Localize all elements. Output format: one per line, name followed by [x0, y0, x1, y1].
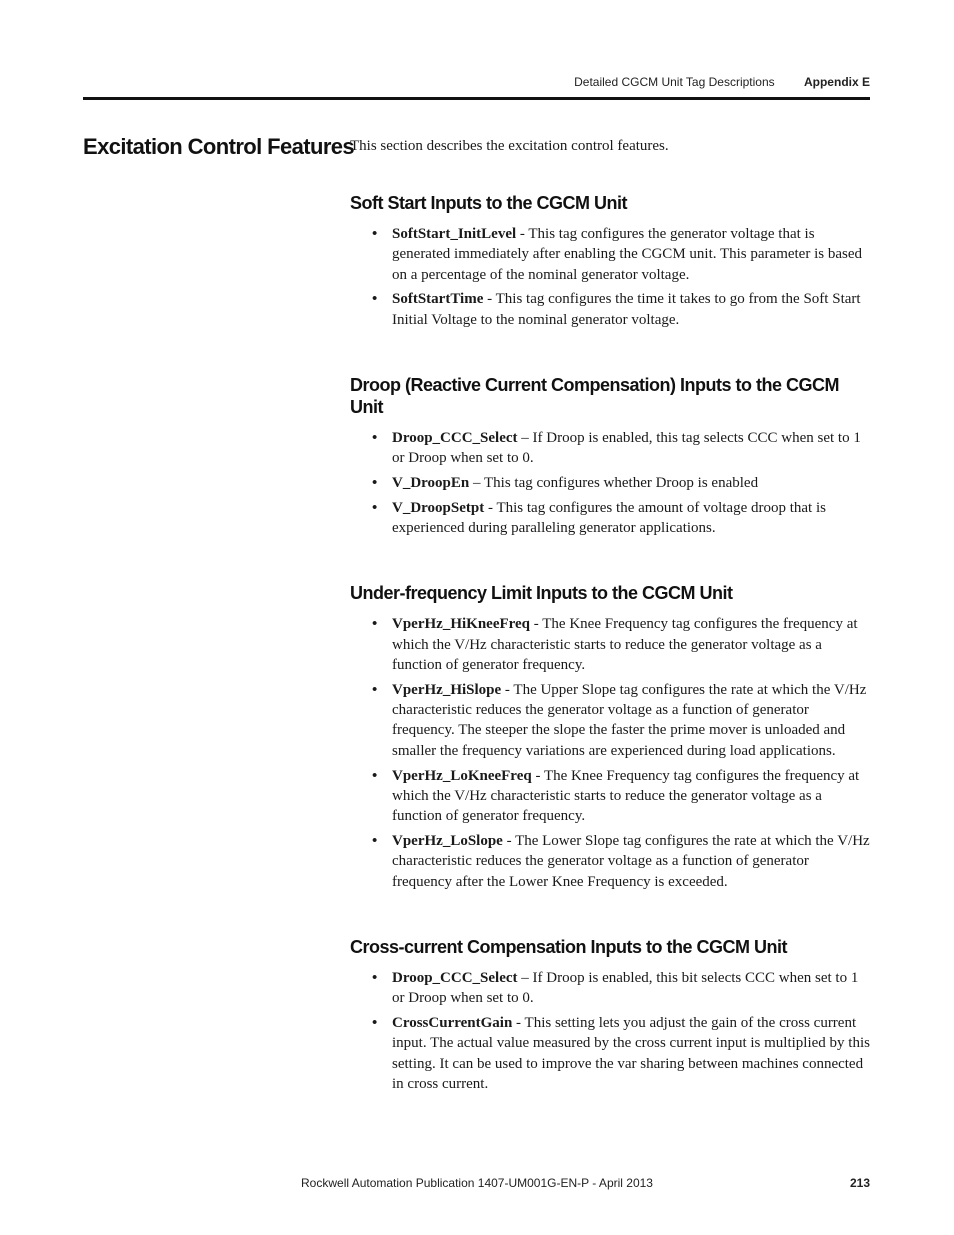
subsection-heading: Droop (Reactive Current Compensation) Inputs to the CGCM Unit: [350, 374, 840, 417]
appendix-label: Appendix E: [803, 75, 870, 89]
bullet-icon: •: [372, 499, 378, 516]
tag-description: The Knee Frequency tag configures the frequency at which the V/Hz characteristic starts to reduce the generator voltage as a function of generator frequency.: [392, 616, 858, 674]
tag-description: This tag configures the generator voltage that is generated immediately after enabling the CGCM unit. This parameter is based on a percentage of the nominal generator voltage.: [392, 226, 862, 283]
main-content: [350, 136, 870, 1138]
separator: -: [502, 832, 516, 849]
bullet-icon: •: [372, 832, 378, 849]
separator: –: [469, 475, 484, 492]
tag-name: SoftStart_InitLevel: [392, 226, 517, 242]
separator: -: [531, 767, 544, 784]
tag-list: [350, 428, 870, 538]
subsection-under-frequency: [350, 582, 870, 891]
list-item: [350, 224, 870, 285]
tag-description: If Droop is enabled, this bit selects CCC when set to 1 or Droop when set to 0.: [392, 969, 859, 1007]
bullet-icon: •: [372, 429, 378, 446]
chapter-title: Detailed CGCM Unit Tag Descriptions: [574, 75, 775, 89]
list-item: [350, 968, 870, 1009]
list-item: [350, 289, 870, 330]
subsection-heading: Under-frequency Limit Inputs to the CGCM Unit: [350, 583, 733, 604]
tag-list: [350, 614, 870, 891]
subsection-heading: Soft Start Inputs to the CGCM Unit: [350, 193, 627, 213]
tag-name: VperHz_HiSlope: [392, 681, 502, 698]
list-item: [350, 1013, 870, 1094]
separator: –: [517, 969, 533, 986]
tag-description: If Droop is enabled, this tag selects CCC when set to 1 or Droop when set to 0.: [392, 429, 861, 467]
tag-name: SoftStartTime: [392, 291, 484, 308]
bullet-icon: •: [372, 291, 378, 308]
list-item: [350, 831, 870, 892]
publication-footer: Rockwell Automation Publication 1407-UM001G-EN-P - April 2013: [301, 1176, 653, 1190]
section-title: Excitation Control Features: [83, 134, 355, 159]
header-rule: [83, 97, 870, 100]
list-item: [350, 498, 870, 539]
page-number: 213: [849, 1176, 870, 1190]
subsection-heading: Cross-current Compensation Inputs to the CGCM Unit: [350, 936, 788, 957]
list-item: [350, 428, 870, 469]
bullet-icon: •: [372, 1014, 378, 1031]
list-item: [350, 766, 870, 827]
tag-name: VperHz_HiKneeFreq: [392, 616, 531, 633]
tag-name: CrossCurrentGain: [392, 1014, 513, 1031]
separator: -: [501, 681, 514, 698]
tag-description: The Lower Slope tag configures the rate at which the V/Hz characteristic reduces the generator voltage as a function of generator frequency after the Lower Knee Frequency is exceeded.: [392, 832, 870, 890]
bullet-icon: •: [372, 226, 378, 242]
bullet-icon: •: [372, 681, 378, 698]
separator: -: [530, 616, 543, 633]
separator: -: [512, 1014, 525, 1031]
separator: -: [483, 291, 496, 308]
separator: –: [517, 429, 533, 446]
bullet-icon: •: [372, 475, 378, 492]
tag-list: [350, 224, 870, 330]
subsection-soft-start: [350, 192, 870, 330]
subsection-droop: [350, 374, 870, 538]
bullet-icon: •: [372, 767, 378, 784]
tag-name: VperHz_LoKneeFreq: [392, 767, 532, 784]
bullet-icon: •: [372, 969, 378, 986]
tag-description: This tag configures whether Droop is enabled: [483, 475, 759, 492]
tag-name: Droop_CCC_Select: [392, 429, 518, 446]
tag-description: The Upper Slope tag configures the rate at which the V/Hz characteristic reduces the generator voltage as a function of generator frequency. The steeper the slope the faster the prime mover is unloaded and smaller the frequency variations are experienced during load applications.: [392, 681, 867, 759]
tag-description: The Knee Frequency tag configures the frequency at which the V/Hz characteristic starts to reduce the generator voltage as a function of generator frequency.: [392, 767, 860, 825]
running-header: [574, 75, 870, 89]
subsection-cross-current: [350, 936, 870, 1094]
list-item: [350, 680, 870, 761]
tag-description: This tag configures the amount of voltage droop that is experienced during paralleling generator applications.: [392, 499, 826, 537]
tag-name: VperHz_LoSlope: [392, 832, 503, 849]
separator: -: [484, 499, 497, 516]
tag-name: V_DroopEn: [392, 475, 470, 492]
list-item: [350, 614, 870, 675]
tag-description: This setting lets you adjust the gain of the cross current input. The actual value measured by the cross current input is multiplied by this setting. It can be used to improve the var sharing between machines connected in cross current.: [392, 1014, 870, 1092]
section-intro: This section describes the excitation control features.: [350, 138, 669, 154]
tag-name: V_DroopSetpt: [392, 499, 485, 516]
separator: -: [516, 226, 529, 242]
list-item: [350, 473, 870, 493]
bullet-icon: •: [372, 616, 378, 633]
tag-description: This tag configures the time it takes to go from the Soft Start Initial Voltage to the nominal generator voltage.: [392, 291, 861, 328]
tag-name: Droop_CCC_Select: [392, 969, 518, 986]
tag-list: [350, 968, 870, 1094]
